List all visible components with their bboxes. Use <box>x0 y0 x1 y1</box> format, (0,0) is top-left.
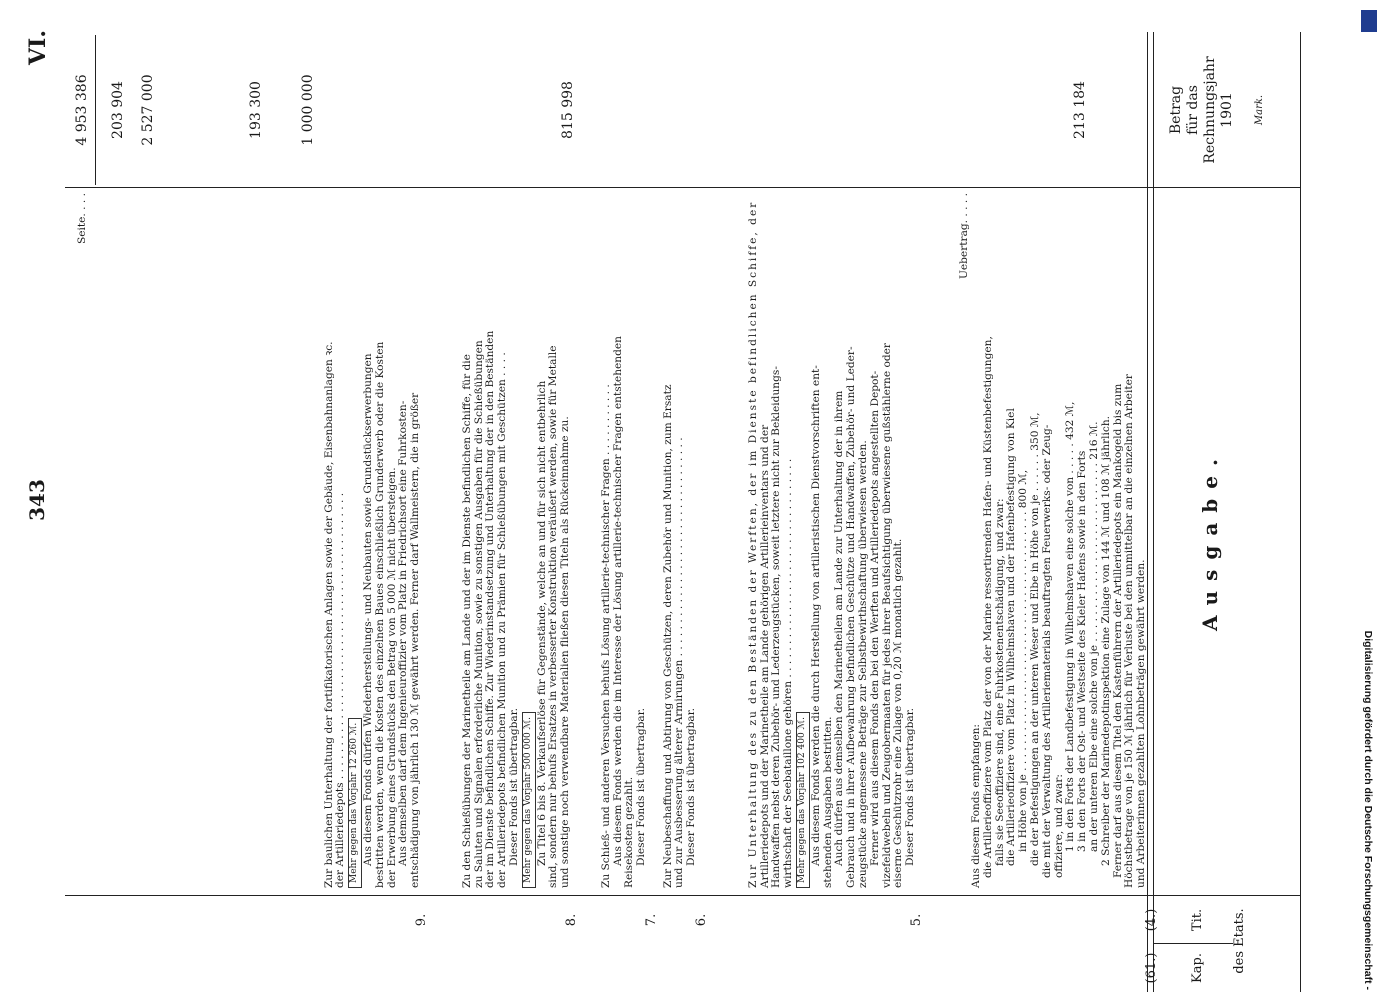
description-line: und zur Ausbesserung älterer Armirungen . . . . . . . . . . . . . . . . . . . . . . . . . . . . . . . . . <box>673 437 686 888</box>
description-line: Ferner wird aus diesem Fonds den bei den Werften und Artilleriedepots angestellten Depot- <box>868 370 881 866</box>
header-betrag-line: 1901 <box>1219 92 1235 128</box>
description-line: die Artillerieoffiziere vom Platz in Wilhelmshaven und der Hafenbefestigung von Kiel <box>1005 408 1018 866</box>
row-amount: 815 998 <box>560 81 576 139</box>
header-kap: Kap. <box>1190 953 1205 983</box>
description-line: falls sie Seeoffiziere sind, eine Fuhrkostenentschädigung, und zwar: <box>993 498 1006 866</box>
digitization-note <box>1357 12 1379 990</box>
description-line: der im Dienste befindlichen Schiffe. Zur Wiederinstandsetzung und Unterhaltung der in den Beständen <box>484 330 497 888</box>
description-line: der Erwerbung eines Grundstücks den Betrag von 5 000 ℳ nicht übersteigen. <box>385 467 398 888</box>
description-line: Uebertrag. . . . . <box>958 193 971 280</box>
description-line <box>347 193 363 888</box>
description-line: die Artillerieoffiziere vom Platz der von der Marine ressortirenden Hafen- und Küstenbefestigungen, <box>981 336 994 878</box>
description-line: Dieser Fonds ist übertragbar. <box>904 707 917 866</box>
description-line <box>795 193 811 888</box>
description-line: Zu Titel 6 bis 8. Verkaufserlöse für Gegenstände, welche an und für sich nicht entbehrlich <box>535 380 548 866</box>
page-number: 343 <box>25 479 49 521</box>
description-line: in Höhe von je . . . . . . . . . . . . . . . . . . . . . . . . . . . . . . . . . . . . . . . 800 ℳ, <box>1017 469 1030 852</box>
description-line: und Arbeiterinnen gezahlten Lohnbeträgen gewährt werden. <box>1135 559 1148 888</box>
description-line: Zur baulichen Unterhaltung der fortifikatorischen Anlagen sowie der Gebäude, Eisenbahnanlagen ꝛc. <box>322 341 335 888</box>
description-line: stehenden Ausgaben bestritten. <box>821 716 834 888</box>
description-line: Zu Schieß- und anderen Versuchen behufs Lösung artillerie-technischer Fragen . . . . . . . . . . . <box>599 384 612 888</box>
row-amount: 2 527 000 <box>140 74 156 146</box>
header-des-etats: des Etats. <box>1232 908 1247 974</box>
row-amount: 203 904 <box>110 81 126 139</box>
header-betrag-line: Betrag <box>1168 85 1184 135</box>
description-line: bestritten werden, wenn die Kosten des einzelnen Baues einschließlich Grunderwerb oder die Kosten <box>373 341 386 888</box>
description-line: offiziere, und zwar: <box>1052 774 1065 878</box>
description-line: Dieser Fonds ist übertragbar. <box>635 707 648 866</box>
row-description <box>663 193 698 888</box>
page-title: Ausgabe. <box>1198 449 1222 631</box>
row-amount: 193 300 <box>248 81 264 139</box>
description-line: Aus diesem Fonds dürfen Wiederherstellungs- und Neubauten sowie Grundstückserwerbungen <box>361 353 374 866</box>
description-line: Zur Unterhaltung des zu den Beständen der Werften, der im Dienste befindlichen Schiffe, der <box>746 200 759 888</box>
description-line: Reisekosten gezahlt. <box>623 776 636 888</box>
description-line: Aus diesem Fonds werden die im Interesse der Lösung artillerie-technischer Fragen entstehenden <box>611 336 624 866</box>
comparison-note: Mehr gegen das Vorjahr 500 000 ℳ. <box>522 712 536 888</box>
row-description <box>748 193 917 888</box>
section-number: VI. <box>25 30 51 66</box>
total-amount: 4 953 386 <box>74 74 90 146</box>
description-line: Ferner darf aus diesem Titel den Kastenführern der Artilleriedepots ein Mankogeld bis zum <box>1111 383 1124 878</box>
description-line: eiserne Geschützrohr eine Zulage von 0,20 ℳ monatlich gezahlt. <box>892 538 905 888</box>
description-line: vizefeldwebeln und Zeugobermaaten für jedes ihrer Beaufsichtigung überwiesene gußstählerne oder <box>880 343 893 888</box>
row-description <box>324 193 422 888</box>
description-line: die der Befestigungen an der unteren Weser und Elbe in Höhe von je . . . . . . 350 ℳ, <box>1028 412 1041 866</box>
description-line: sind, sondern nur behufs Ersatzes in verbesserter Konstruktion veräußert werden, sowie für Metalle <box>547 345 560 888</box>
description-line: Artilleriedepots und der Marinetheile am Lande gehörigen Artillerieinventars und der <box>758 424 771 888</box>
description-line: 2 Schreiber der Marinedepotinspektion eine Zulage von 144 ℳ und 108 ℳ jährlich. <box>1099 415 1112 866</box>
row-tit: 7. <box>644 913 659 927</box>
row-tit: (4.) <box>1144 908 1159 932</box>
digitization-note-text: Digitalisierung gefördert durch die Deutsche Forschungsgemeinschaft - <box>1362 630 1374 990</box>
header-top-rule <box>1300 32 1301 992</box>
total-rule <box>95 35 96 185</box>
description-line: Gebrauch und in ihrer Aufbewahrung befindlichen Geschütze und Handwaffen, Zubehör- und Leder- <box>845 346 858 888</box>
description-line: 1 in den Forts der Landbefestigung in Wilhelmshaven eine solche von . . . . . 432 ℳ, <box>1064 401 1077 852</box>
description-line: wirthschaft der Seebataillone gehören . . . . . . . . . . . . . . . . . . . . . . . . . . . . . . . . . <box>782 458 795 888</box>
description-line: Aus diesem Fonds empfangen: <box>969 724 982 888</box>
description-line: Handwaffen nebst deren Zubehör- und Lederzeugstücken, soweit letztere nicht zur Bekleidungs- <box>770 366 783 888</box>
row-tit: 6. <box>694 913 709 927</box>
header-betrag-line: für das <box>1185 85 1201 135</box>
description-line: Auch dürfen aus demselben den Marinetheilen am Lande zur Unterhaltung der in ihrem <box>833 390 846 866</box>
comparison-note: Mehr gegen das Vorjahr 102 400 ℳ. <box>796 712 810 888</box>
header-mark: Mark. <box>1254 94 1265 126</box>
description-line: entschädigung von jährlich 130 ℳ gewährt werden. Ferner darf Wallmeistern, die in größer <box>409 392 422 888</box>
description-line: Dieser Fonds ist übertragbar. <box>685 707 698 866</box>
row-description <box>462 193 572 888</box>
description-line: Aus diesem Fonds werden die durch Herstellung von artilleristischen Dienstvorschriften ent- <box>809 365 822 866</box>
footer-label: Seite. . . . <box>76 193 88 245</box>
row-tit: 8. <box>564 913 579 927</box>
description-line: 3 in den Forts der Ost- und Westseite des Kieler Hafens sowie in den Forts <box>1076 450 1089 852</box>
row-tit: 5. <box>909 913 924 927</box>
row-tit: 9. <box>414 913 429 927</box>
column-divider-amount <box>65 187 1300 188</box>
description-line: zu Saluten und Signalen erforderliche Munition, sowie zu sonstigen Ausgaben für die Schießübungen <box>472 340 485 888</box>
header-bottom-rule <box>1153 32 1154 992</box>
row-kap: (61.) <box>1144 952 1159 984</box>
header-tit: Tit. <box>1190 908 1205 932</box>
header-betrag <box>1168 35 1236 185</box>
column-divider-desc <box>65 895 1300 896</box>
description-line: Höchstbetrage von je 150 ℳ jährlich für Verluste bei den unmittelbar an die einzelnen Arbeiter <box>1123 374 1136 888</box>
description-line: der Artilleriedepots . . . . . . . . . . . . . . . . . . . . . . . . . . . . . . . . . . . . . . . . . . . <box>334 492 347 888</box>
row-description <box>959 193 1148 888</box>
row-description <box>601 193 648 888</box>
row-amount: 213 184 <box>1072 81 1088 139</box>
description-line: Zu den Schießübungen der Marinetheile am Lande und der im Dienste befindlichen Schiffe, für die <box>460 354 473 888</box>
row-amount: 1 000 000 <box>300 74 316 146</box>
description-line <box>521 193 537 888</box>
description-line: Zur Neubeschaffung und Abtirung von Geschützen, deren Zubehör und Munition, zum Ersatz <box>661 384 674 888</box>
header-betrag-line: Rechnungsjahr <box>1202 56 1218 164</box>
description-line: die mit der Verwaltung des Artilleriematerials beauftragten Feuerwerks- oder Zeug- <box>1040 424 1053 878</box>
description-line: der Artilleriedepots befindlichen Munition und zu Prämien für Schießübungen mit Geschützen . . . . <box>496 352 509 888</box>
description-line: und sonstige noch verwendbare Materialien fließen diesen Titeln als Rückeinnahme zu. <box>559 416 572 888</box>
description-line: zeugstücke angemessene Beträge zur Selbstbewirthschaftung überwiesen werden. <box>856 440 869 888</box>
description-line: Dieser Fonds ist übertragbar. <box>507 707 520 866</box>
comparison-note: Mehr gegen das Vorjahr 12 260 ℳ. <box>348 718 362 888</box>
description-line: an der unteren Elbe eine solche von je . . . . . . . . . . . . . . . . . . . . . . . . . . . 216 ℳ. <box>1087 421 1100 852</box>
description-line: Aus demselben darf dem Ingenieuroffizier vom Platz in Friedrichsort eine Fuhrkosten- <box>397 400 410 866</box>
